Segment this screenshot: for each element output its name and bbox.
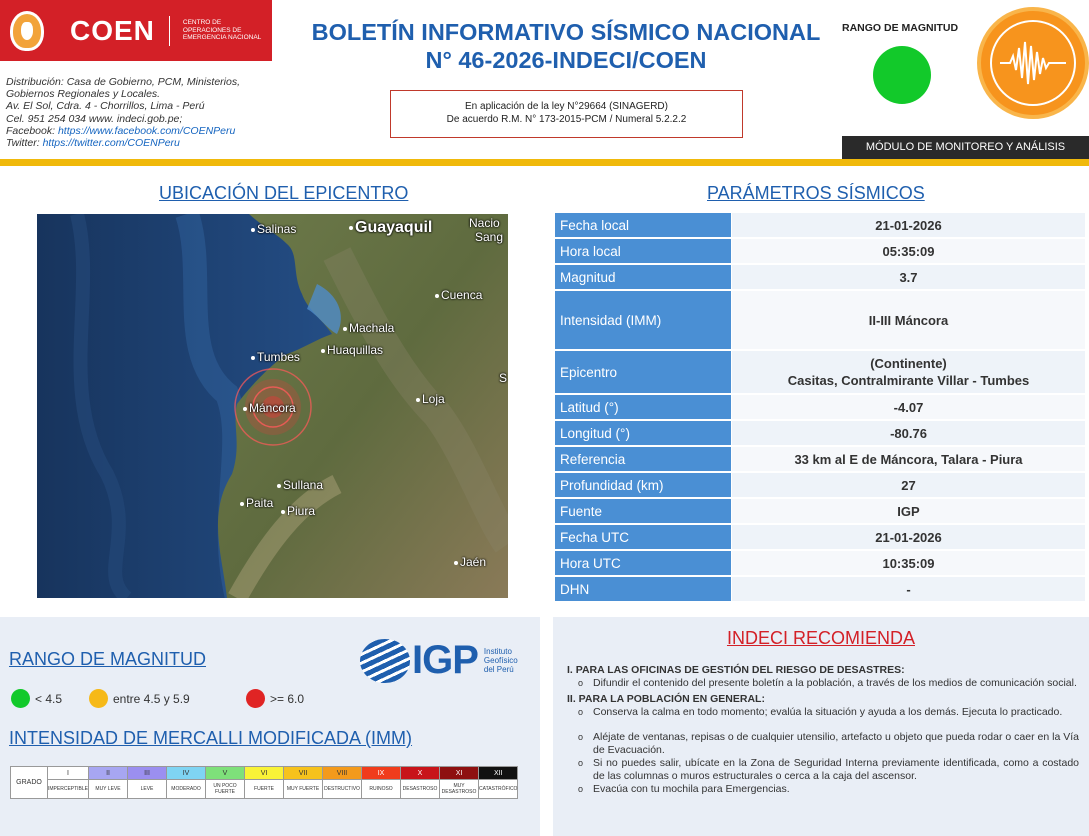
imm-scale-table: GRADO I II III IV V VI VII VIII IX X XI XII IMPERCEPTIBLE MUY LEVE LEVE MODERADO UN POCO FUERTE FUERTE MUY FUERTE DESTRUCTIVO RUINOSO DESASTROSO MUY DESASTROSO CATASTRÓFICO (10, 766, 518, 799)
red-dot-icon (246, 689, 265, 708)
map-label-sullana: Sullana (277, 478, 323, 492)
map-label-tumbes: Tumbes (251, 350, 300, 364)
map-label-sang: Sang (475, 230, 504, 244)
map-label-salinas: Salinas (251, 222, 296, 236)
map-label-paita: Paita (240, 496, 273, 510)
recommendations-title: INDECI RECOMIENDA (726, 628, 915, 648)
map-label-loja: Loja (416, 392, 445, 406)
coen-logo-word: COEN (70, 14, 155, 46)
param-row-epicentro: Epicentro (Continente) Casitas, Contralmirante Villar - Tumbes (555, 351, 1085, 393)
twitter-link[interactable]: https://twitter.com/COENPeru (42, 137, 180, 150)
map-label-machala: Machala (343, 321, 394, 335)
logo-divider (169, 16, 170, 46)
map-label-piura: Piura (281, 504, 315, 518)
magnitude-range-label: RANGO DE MAGNITUD (842, 22, 959, 34)
reco-item: o Si no puedes salir, ubícate en la Zona de Seguridad Interna previamente identificada, como a costado de las columnas o muros estructurales o cerca a la caja del ascensor. (567, 757, 1079, 783)
param-row-intensidad: Intensidad (IMM) II-III Máncora (555, 291, 1085, 349)
map-label-s: S (499, 371, 508, 385)
magnitude-range-indicator (873, 46, 931, 104)
coen-shield-icon (10, 11, 44, 51)
map-label-nacio: Nacio (469, 216, 500, 230)
map-label-mancora: Máncora (243, 401, 296, 415)
bulletin-title: BOLETÍN INFORMATIVO SÍSMICO NACIONAL N° 46-2026-INDECI/COEN (311, 19, 821, 73)
params-section-title: PARÁMETROS SÍSMICOS (707, 183, 925, 203)
legend-low: < 4.5 (11, 689, 62, 708)
reco-item: o Evacúa con tu mochila para Emergencias. (567, 783, 1079, 796)
reco-item: o Aléjate de ventanas, repisas o de cualquier utensilio, artefacto u objeto que pueda rodar o caer en la Vía de Evacuación. (567, 731, 1079, 757)
reco-item: o Conserva la calma en todo momento; evalúa la situación y ayuda a los demás. Ejecuta lo practicado. (567, 706, 1079, 719)
map-label-huaquillas: Huaquillas (321, 343, 383, 357)
coen-logo-subtitle: CENTRO DE OPERACIONES DE EMERGENCIA NACIONAL (182, 19, 262, 42)
imm-title: INTENSIDAD DE MERCALLI MODIFICADA (IMM) (9, 728, 413, 748)
igp-logo: IGP Instituto Geofísico del Perú (360, 638, 518, 683)
header-divider (0, 159, 1089, 166)
facebook-link[interactable]: https://www.facebook.com/COENPeru (57, 124, 236, 137)
law-reference-box: En aplicación de la ley N°29664 (SINAGERD) De acuerdo R.M. N° 173-2015-PCM / Numeral 5.2.2.2 (390, 90, 743, 138)
param-row-referencia: Referencia 33 km al E de Máncora, Talara - Piura (555, 447, 1085, 471)
param-row-fuente: Fuente IGP (555, 499, 1085, 523)
igp-globe-icon (360, 639, 410, 683)
param-row-dhn: DHN - (555, 577, 1085, 601)
legend-mid: entre 4.5 y 5.9 (89, 689, 190, 708)
monitoring-module-bar: MÓDULO DE MONITOREO Y ANÁLISIS (842, 136, 1089, 159)
param-row-profundidad: Profundidad (km) 27 (555, 473, 1085, 497)
reco-heading-2: II. PARA LA POBLACIÓN EN GENERAL: (567, 693, 765, 705)
coen-logo (0, 0, 272, 61)
param-row-latitud: Latitud (°) -4.07 (555, 395, 1085, 419)
map-label-cuenca: Cuenca (435, 288, 482, 302)
reco-heading-1: I. PARA LAS OFICINAS DE GESTIÓN DEL RIESGO DE DESASTRES: (567, 664, 905, 676)
map-label-guayaquil: Guayaquil (349, 219, 432, 237)
recommendations-list (567, 661, 1079, 796)
param-row-magnitud: Magnitud 3.7 (555, 265, 1085, 289)
epicenter-map[interactable] (37, 214, 508, 598)
legend-high: >= 6.0 (246, 689, 304, 708)
param-row-longitud: Longitud (°) -80.76 (555, 421, 1085, 445)
seismic-params-table (555, 213, 1085, 603)
reco-item: o Difundir el contenido del presente boletín a la población, a través de los medios de comunicación social. (567, 677, 1079, 690)
param-row-fecha-local: Fecha local 21-01-2026 (555, 213, 1085, 237)
epicenter-section-title: UBICACIÓN DEL EPICENTRO (159, 183, 409, 203)
distribution-info: Distribución: Casa de Gobierno, PCM, Ministerios, Gobiernos Regionales y Locales. Av. El Sol, Cdra. 4 - Chorrillos, Lima - Perú Cel. 951 254 034 www. indeci.gob.pe; Facebook: https://www.facebook.com/COENPeru Twitter: https://twitter.com/COENPeru (6, 76, 241, 150)
param-row-hora-utc: Hora UTC 10:35:09 (555, 551, 1085, 575)
green-dot-icon (11, 689, 30, 708)
magnitude-range-title: RANGO DE MAGNITUD (9, 649, 207, 669)
yellow-dot-icon (89, 689, 108, 708)
seismograph-logo-icon (977, 7, 1089, 119)
param-row-hora-local: Hora local 05:35:09 (555, 239, 1085, 263)
param-row-fecha-utc: Fecha UTC 21-01-2026 (555, 525, 1085, 549)
map-label-jaen: Jaén (454, 555, 486, 569)
